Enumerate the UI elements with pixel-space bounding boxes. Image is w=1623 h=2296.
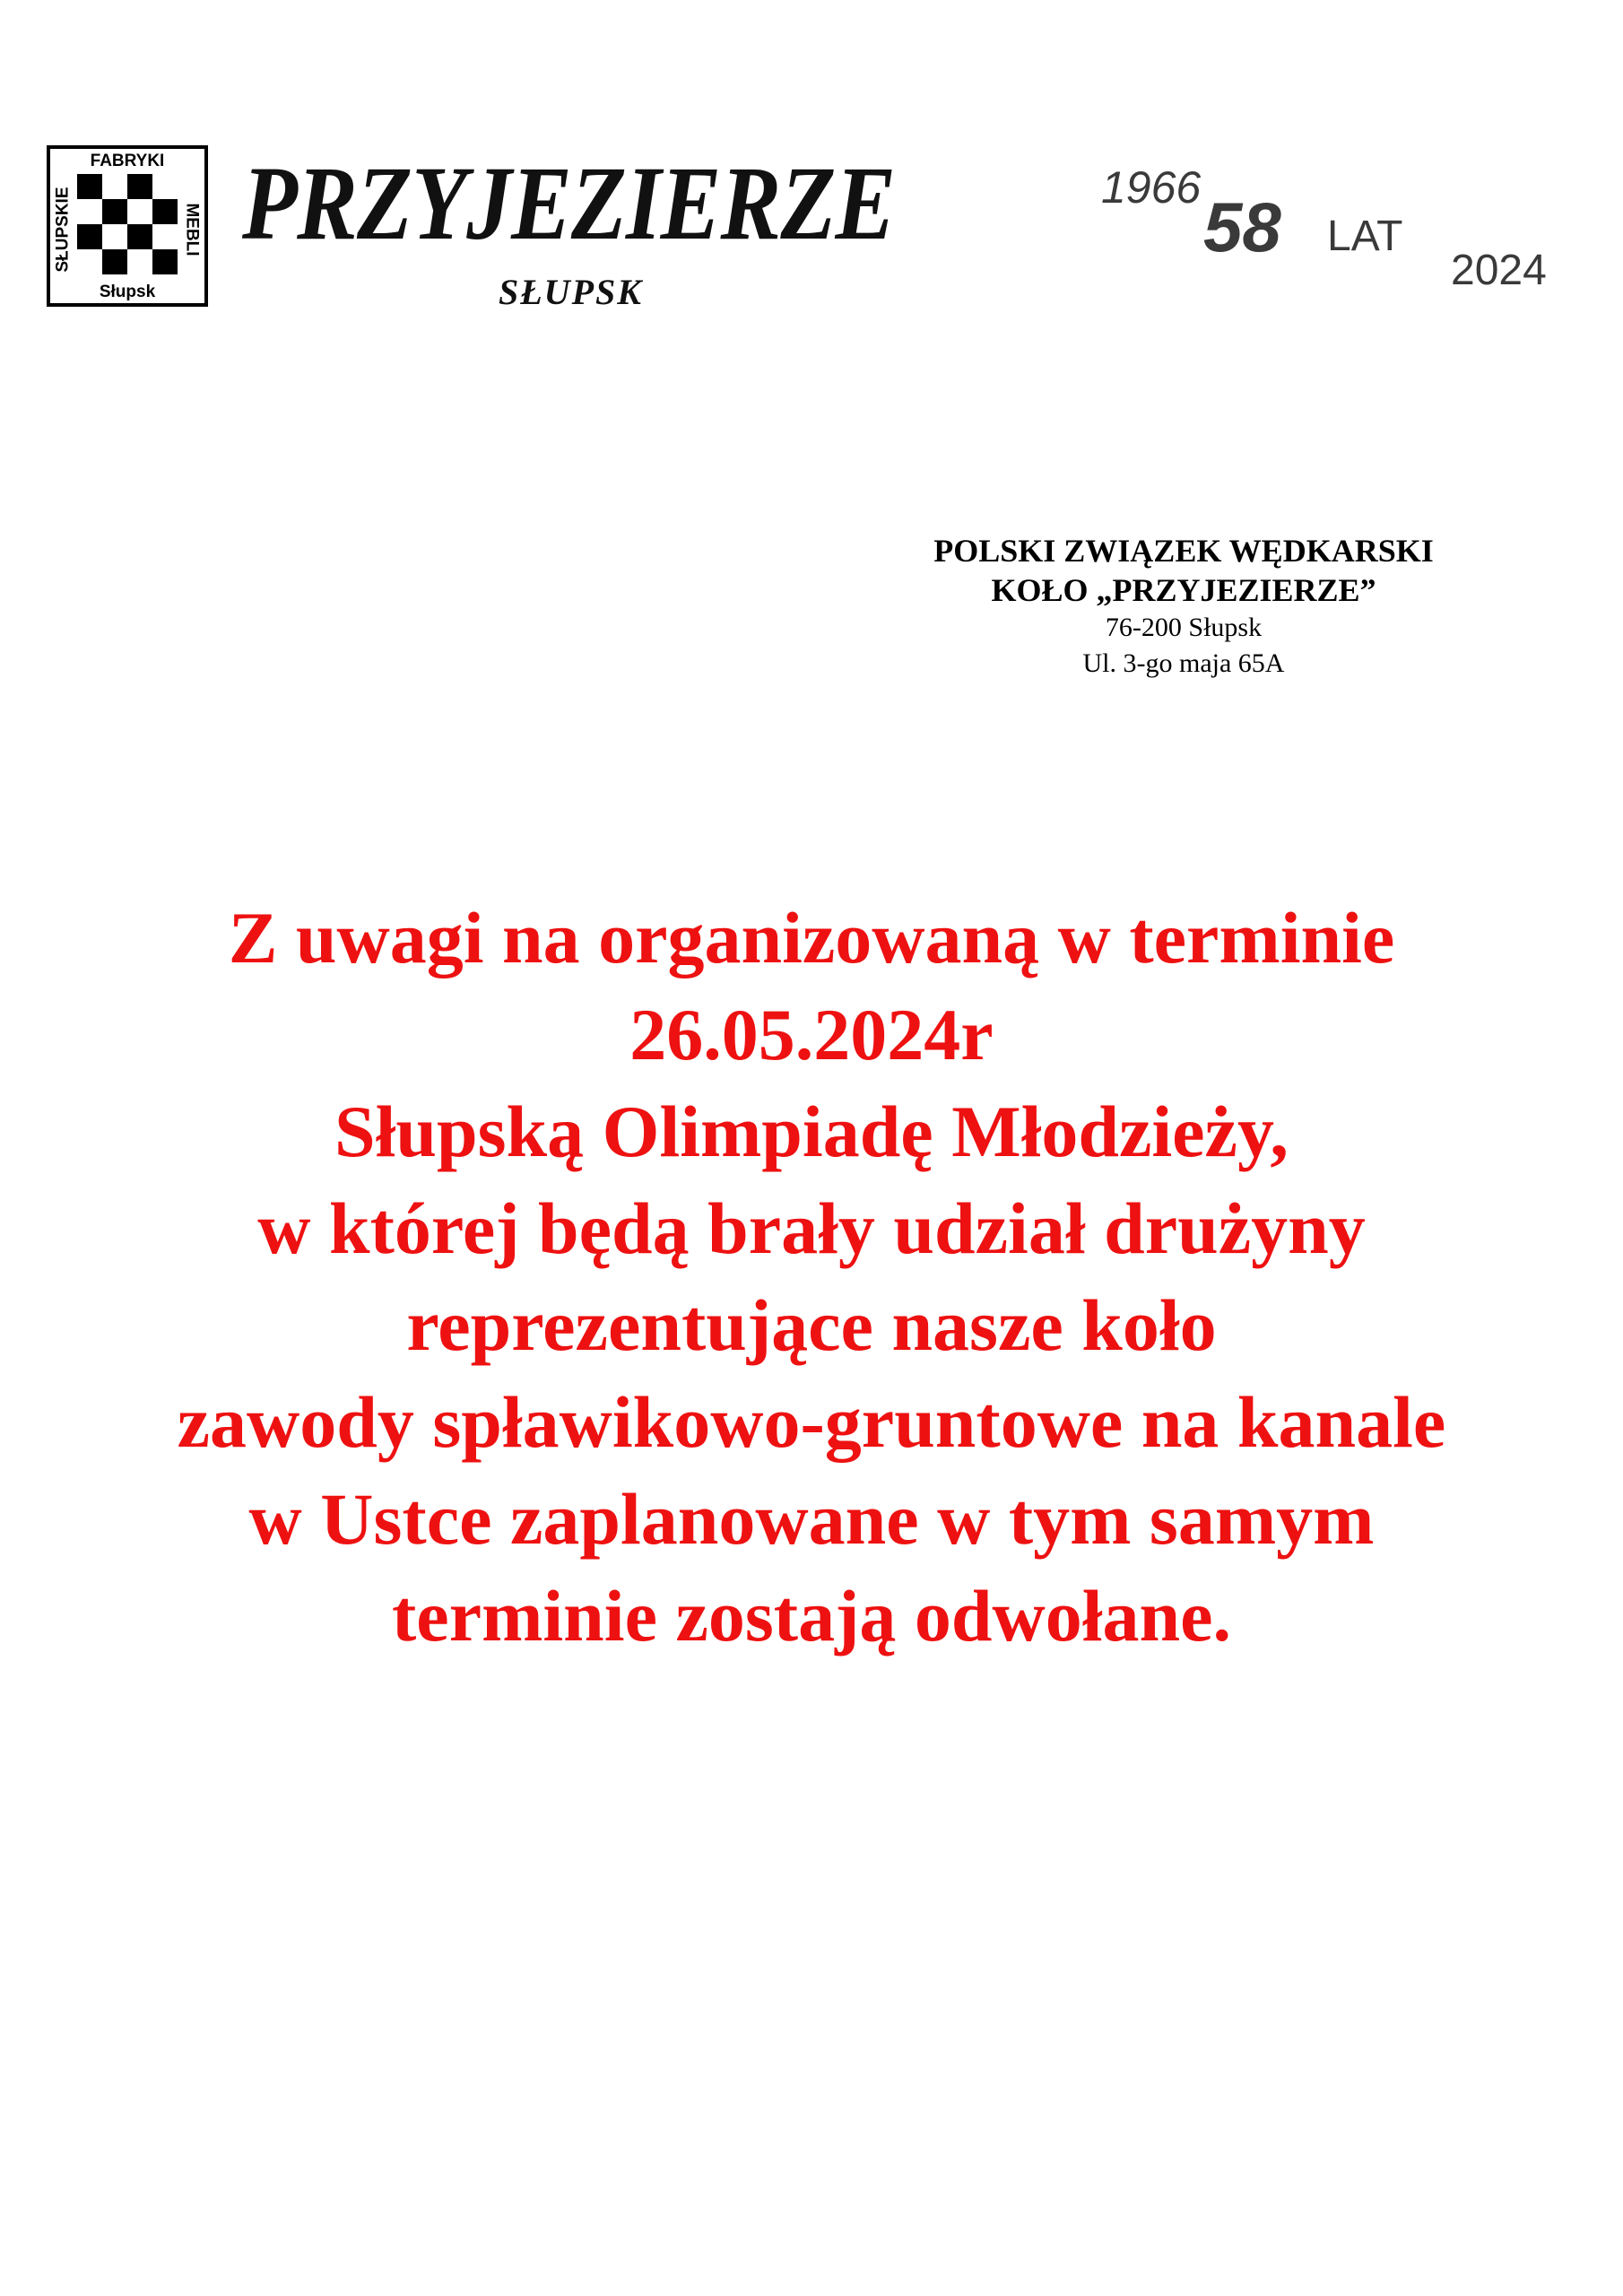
street-address: Ul. 3-go maja 65A [1082, 648, 1285, 678]
anniversary-start-year: 1966 [1101, 162, 1202, 213]
logo-label-left: SŁUPSKIE [53, 187, 73, 273]
notice-line: w Ustce zaplanowane w tym samym [248, 1478, 1375, 1560]
club-name: KOŁO „PRZYJEZIERZE” [991, 572, 1376, 608]
notice-line: Słupską Olimpiadę Młodzieży, [334, 1091, 1289, 1172]
anniversary-end-year: 2024 [1451, 247, 1547, 294]
logo-label-right: MEBLI [182, 203, 202, 257]
notice-line: zawody spławikowo-gruntowe na kanale [177, 1381, 1446, 1463]
notice-line: 26.05.2024r [629, 994, 994, 1075]
organization-name: POLSKI ZWIĄZEK WĘDKARSKI [933, 533, 1434, 569]
cancellation-notice [54, 890, 1569, 1665]
brand-subtitle: SŁUPSK [499, 272, 643, 312]
logo-label-bottom: Słupsk [99, 283, 156, 301]
brand-title: PRZYJEZIERZE [242, 144, 896, 262]
notice-line: reprezentujące nasze koło [406, 1284, 1217, 1366]
notice-line: w której będą brały udział drużyny [257, 1187, 1366, 1269]
company-logo [47, 145, 208, 307]
anniversary-unit: LAT [1327, 213, 1403, 260]
checkerboard-icon [77, 174, 178, 274]
notice-line: Z uwagi na organizowaną w terminie [228, 897, 1395, 978]
logo-label-top: FABRYKI [90, 152, 165, 170]
notice-line: terminie zostają odwołane. [392, 1575, 1231, 1657]
postal-city: 76-200 Słupsk [1105, 613, 1263, 642]
anniversary-number: 58 [1203, 187, 1281, 266]
address-block [834, 531, 1533, 682]
